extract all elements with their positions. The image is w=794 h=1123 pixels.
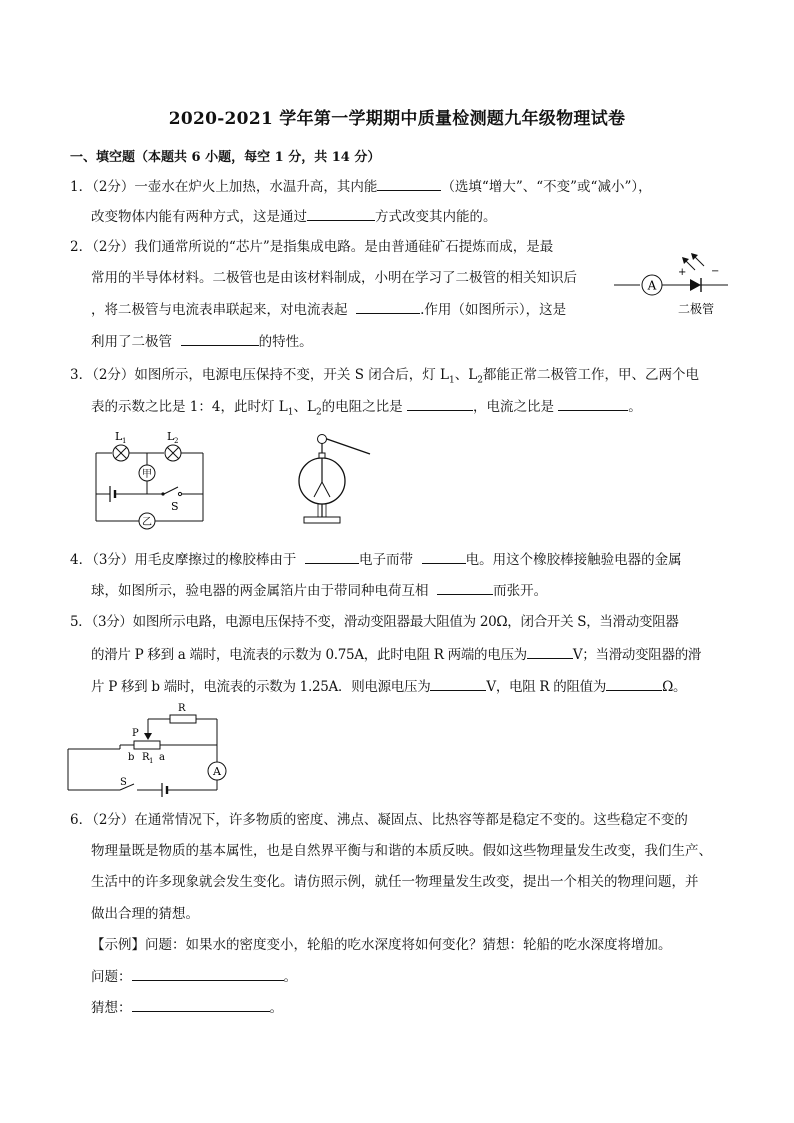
q4-text: 电子而带: [359, 552, 414, 568]
q3-text: 。: [628, 399, 642, 415]
q2-text: 的特性。: [258, 334, 313, 350]
section-heading: 一、填空题（本题共 6 小题，每空 1 分，共 14 分）: [70, 150, 381, 165]
q3-fig-l1-sub: 1: [122, 437, 127, 445]
q5-fig-a: A: [213, 765, 221, 778]
q5-fig-s: S: [120, 777, 127, 788]
q3-circuit-figure: [88, 428, 218, 530]
metal-ball-icon: [318, 435, 327, 444]
q5-fig-p: P: [132, 728, 139, 739]
q3-line2: [91, 396, 642, 423]
q3-fig-l2: L: [167, 430, 175, 443]
q5-line1: 5．（3分）如图所示电路，电源电压保持不变，滑动变阻器最大阻值为 20Ω，闭合开关 S，当滑动变阻器: [70, 614, 679, 630]
q6-guess-label: 猜想：: [91, 1000, 132, 1016]
q5-text: V，电阻 R 的阻值为: [486, 679, 607, 695]
q1-blank2[interactable]: [307, 206, 375, 221]
diode-fig-plus: +: [678, 267, 687, 278]
q6-guess-blank[interactable]: [132, 997, 270, 1012]
page-title: 2020-2021 学年第一学期期中质量检测题九年级物理试卷: [168, 109, 626, 129]
q3-text: 、L: [454, 367, 478, 383]
q5-blank3[interactable]: [606, 676, 662, 691]
q4-blank2[interactable]: [422, 549, 466, 564]
electroscope-figure: [290, 430, 380, 530]
q1-line1: [70, 176, 652, 197]
q3-fig-s: S: [171, 500, 179, 513]
q3-fig-yi: 乙: [142, 517, 152, 528]
q1-blank1[interactable]: [377, 176, 441, 191]
q3-text: 的电阻之比是: [321, 399, 403, 415]
rheostat-r1-icon: [134, 741, 160, 749]
q5-blank2[interactable]: [430, 676, 486, 691]
q5-text: 片 P 移到 b 端时，电流表的示数为 1.25A．则电源电压为: [91, 679, 431, 695]
q1-text: 方式改变其内能的。: [375, 209, 497, 225]
q3-sub: 2: [477, 375, 483, 386]
q4-text: 而张开。: [493, 583, 548, 599]
diode-icon: [690, 279, 701, 291]
q5-fig-r1: R: [142, 752, 150, 763]
q1-line2: [91, 206, 497, 227]
q2-line2: 常用的半导体材料。二极管也是由该材料制成，小明在学习了二极管的相关知识后: [91, 270, 577, 286]
q4-blank1[interactable]: [305, 549, 359, 564]
q5-text: Ω。: [662, 679, 687, 695]
q4-blank3[interactable]: [437, 580, 493, 595]
q5-line2: [91, 644, 701, 665]
q6-question-blank[interactable]: [132, 966, 284, 981]
q6-line4: 做出合理的猜想。: [91, 906, 199, 922]
q2-text: .作用（如图所示），这是: [420, 302, 567, 318]
q6-question-row: [91, 966, 297, 987]
q2-blank1[interactable]: [356, 299, 420, 314]
q4-line2: [91, 580, 547, 601]
q6-line3: 生活中的许多现象就会发生变化。请仿照示例，就任一物理量发生改变，提出一个相关的物理问题，并: [91, 874, 699, 890]
q5-line3: [91, 676, 686, 697]
q2-text: ，将二极管与电流表串联起来，对电流表起: [91, 302, 348, 318]
q3-fig-jia: 甲: [142, 469, 152, 480]
q6-line1: 6．（2分）在通常情况下，许多物质的密度、沸点、凝固点、比热容等都是稳定不变的。这些稳定不变的: [70, 812, 688, 828]
q6-line2: 物理量既是物质的基本属性，也是自然界平衡与和谐的本质反映。假如这些物理量发生改变，我们生产、: [91, 843, 712, 859]
switch-s-icon: [164, 487, 178, 494]
q5-fig-r1-sub: 1: [149, 757, 154, 765]
q3-line1: [70, 365, 699, 391]
q3-sub: 2: [315, 407, 322, 418]
diode-fig-minus: −: [711, 266, 720, 277]
q4-text: 球，如图所示，验电器的两金属箔片由于带同种电荷互相: [91, 583, 429, 599]
q3-text: 3．（2分）如图所示，电源电压保持不变，开关 S 闭合后，灯 L: [70, 367, 450, 383]
q4-line1: [70, 549, 682, 570]
q3-text: 都能正常二极管工作，甲、乙两个电: [482, 367, 699, 383]
diode-ammeter-figure: [612, 240, 732, 320]
q6-guess-row: [91, 997, 283, 1018]
q6-text: 。: [269, 1000, 283, 1016]
q2-line1: 2．（2分）我们通常所说的“芯片”是指集成电路。是由普通硅矿石提炼而成，是最: [70, 239, 554, 255]
q2-line3: [91, 299, 566, 320]
q5-text: 的滑片 P 移到 a 端时，电流表的示数为 0.75A，此时电阻 R 两端的电压为: [91, 647, 527, 663]
diode-fig-meter-label: A: [647, 278, 657, 293]
q4-text: 4．（3分）用毛皮摩擦过的橡胶棒由于: [70, 552, 297, 568]
q3-text: 表的示数之比是 1：4，此时灯 L: [91, 399, 288, 415]
q3-fig-l1: L: [115, 430, 123, 443]
q1-text: 改变物体内能有两种方式，这是通过: [91, 209, 307, 225]
resistor-r-icon: [170, 715, 196, 723]
q3-text: ，电流之比是: [472, 399, 554, 415]
q6-text: 。: [283, 969, 297, 985]
diode-fig-label: 二极管: [677, 302, 715, 316]
q3-blank2[interactable]: [558, 396, 628, 411]
q1-text: （选填“增大”、“不变”或“减小”），: [441, 179, 652, 195]
q3-text: 、L: [293, 399, 316, 415]
q3-fig-l2-sub: 2: [174, 437, 179, 445]
q3-blank1[interactable]: [407, 396, 473, 411]
q5-fig-r: R: [178, 703, 186, 714]
q6-example: 【示例】问题：如果水的密度变小，轮船的吃水深度将如何变化？猜想：轮船的吃水深度将增加。: [91, 937, 672, 953]
q5-fig-a-end: a: [159, 752, 165, 763]
q3-sub: 1: [287, 407, 294, 418]
q5-circuit-figure: [62, 700, 237, 800]
q2-text: 利用了二极管: [91, 334, 172, 350]
q4-text: 电。用这个橡胶棒接触验电器的金属: [465, 552, 682, 568]
q1-text: 1．（2分）一壶水在炉火上加热，水温升高，其内能: [70, 179, 378, 195]
q3-sub: 1: [449, 375, 455, 386]
q5-blank1[interactable]: [527, 644, 573, 659]
q2-blank2[interactable]: [181, 331, 259, 346]
q5-fig-b: b: [128, 752, 135, 763]
q5-text: V；当滑动变阻器的滑: [572, 647, 702, 663]
q6-ask-label: 问题：: [91, 969, 132, 985]
q2-line4: [91, 331, 313, 352]
